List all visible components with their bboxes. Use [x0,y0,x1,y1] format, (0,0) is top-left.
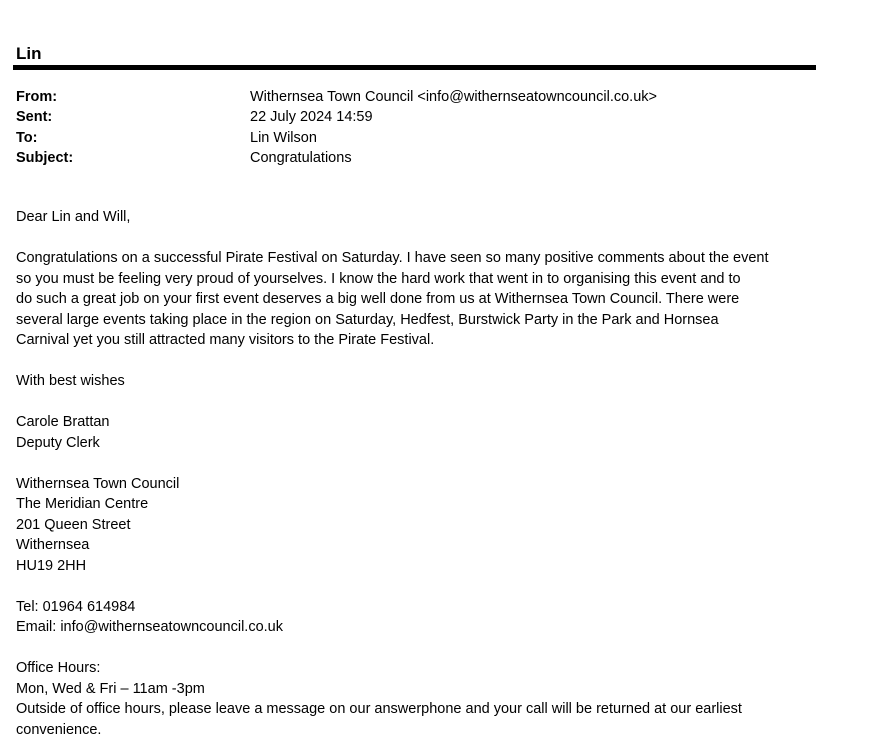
to-label: To: [16,130,38,146]
to-value: Lin Wilson [250,130,317,146]
from-label: From: [16,89,58,105]
address-line: 201 Queen Street [16,517,131,533]
address-line: Withernsea Town Council [16,476,180,492]
paragraph-line: so you must be feeling very proud of yourselves. I know the hard work that went in to organising this event and to [16,271,741,287]
paragraph-line: Congratulations on a successful Pirate Festival on Saturday. I have seen so many positive comments about the event [16,250,769,266]
paragraph-line: Carnival yet you still attracted many visitors to the Pirate Festival. [16,332,435,348]
address-line: The Meridian Centre [16,496,149,512]
address-line: Withernsea [16,537,90,553]
mailbox-owner-name: Lin [16,44,42,63]
address-line: HU19 2HH [16,558,87,574]
from-value: Withernsea Town Council <info@withernseatowncouncil.co.uk> [250,89,657,105]
greeting: Dear Lin and Will, [16,209,131,225]
email-prefix: Email: [16,619,61,635]
paragraph-line: do such a great job on your first event deserves a big well done from us at Withernsea Town Council. There were [16,291,740,307]
paragraph-line: several large events taking place in the region on Saturday, Hedfest, Burstwick Party in the Park and Hornsea [16,312,719,328]
signature-name: Carole Brattan [16,414,110,430]
signature-title: Deputy Clerk [16,435,100,451]
header-divider [13,65,816,70]
telephone: Tel: 01964 614984 [16,599,136,615]
out-of-hours-line: convenience. [16,722,102,738]
closing: With best wishes [16,373,125,389]
sent-label: Sent: [16,109,53,125]
subject-label: Subject: [16,150,74,166]
email-address: info@withernseatowncouncil.co.uk [60,619,283,635]
subject-value: Congratulations [250,150,352,166]
office-hours-days: Mon, Wed & Fri – 11am -3pm [16,681,205,697]
out-of-hours-line: Outside of office hours, please leave a message on our answerphone and your call will be returned at our earliest [16,701,742,717]
email-line [16,617,283,637]
office-hours-heading: Office Hours: [16,660,101,676]
sent-value: 22 July 2024 14:59 [250,109,373,125]
